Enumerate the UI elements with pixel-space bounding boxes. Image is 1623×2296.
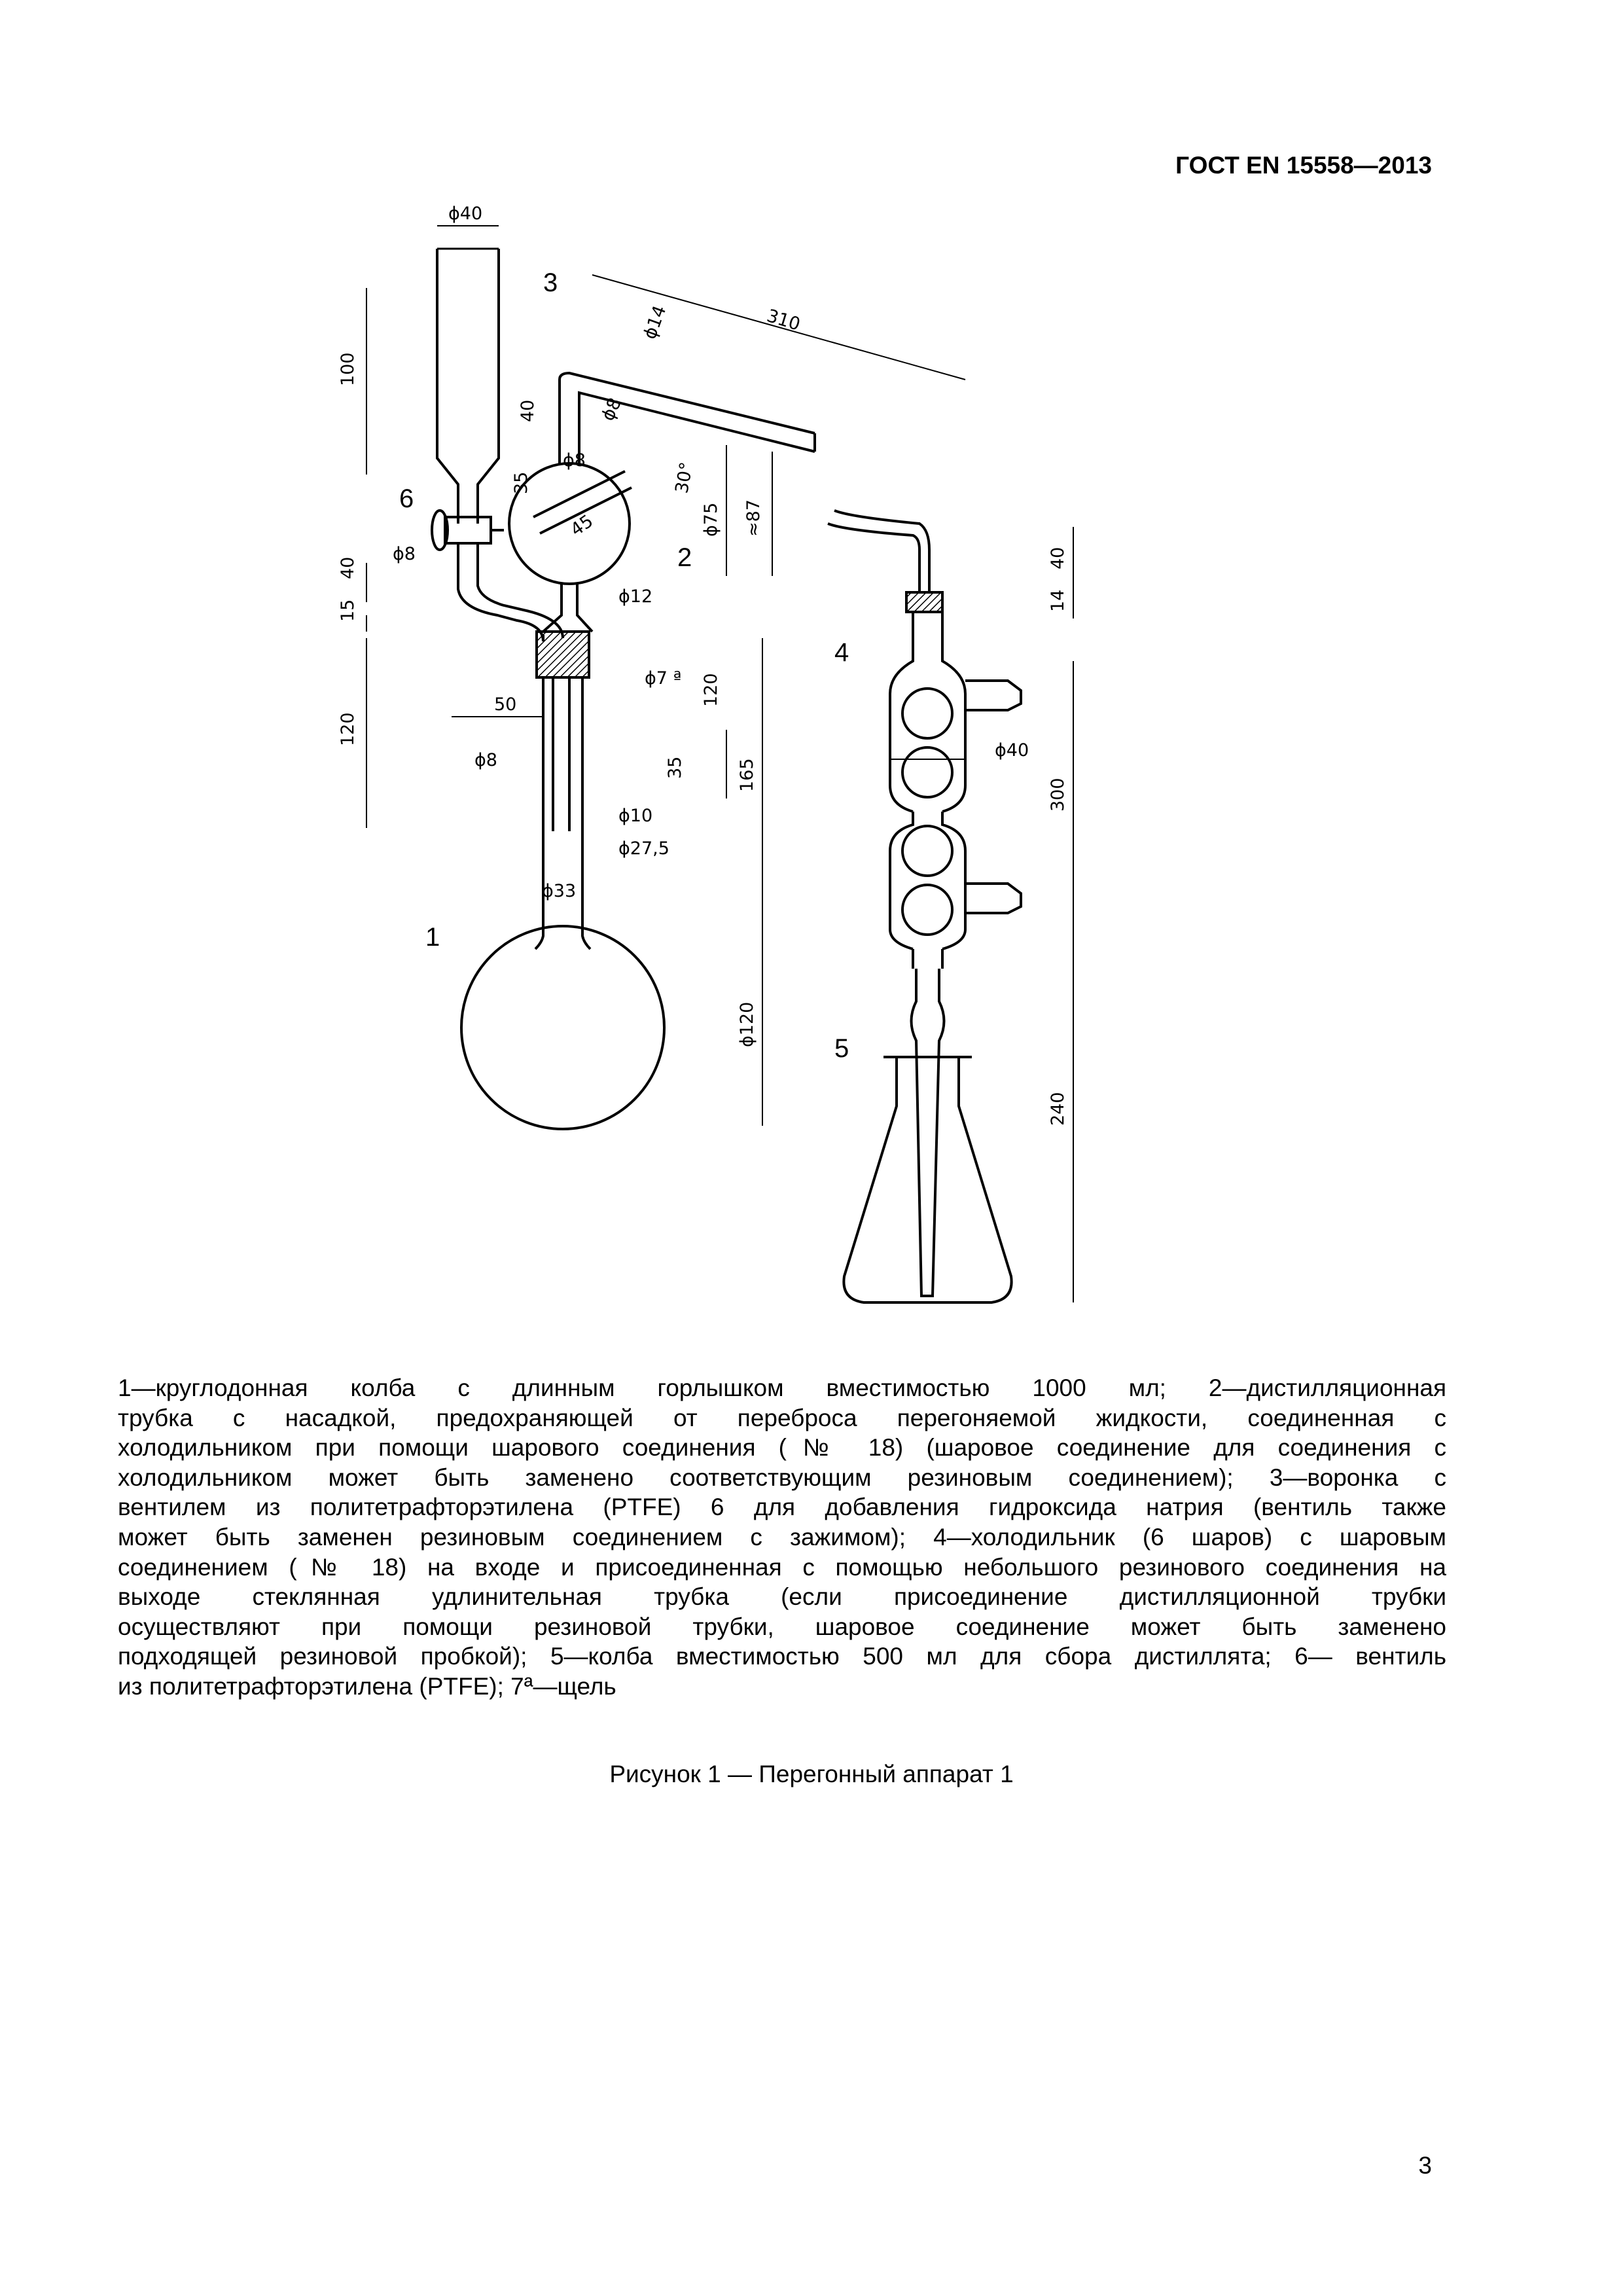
dim-h14: 14: [1048, 589, 1068, 612]
part-number-6: 6: [399, 484, 414, 513]
dim-h15: 15: [338, 599, 358, 622]
legend-line: холодильником может быть заменено соответствующим резиновым соединением); 3—воронка с: [118, 1463, 1446, 1491]
dim-h165: 165: [737, 758, 757, 792]
legend-line: осуществляют при помощи резиновой трубки, шаровое соединение может быть заменено: [118, 1613, 1446, 1640]
legend-line: вентилем из политетрафторэтилена (PTFE) 6 для добавления гидроксида натрия (вентиль также: [118, 1494, 1446, 1521]
dim-h100: 100: [338, 352, 358, 386]
dim-l310: 310: [764, 306, 803, 335]
legend-line: выходе стеклянная удлинительная трубка (если присоединение дистилляционной трубки: [118, 1583, 1446, 1611]
dim-h40-left: 40: [338, 556, 358, 579]
part-number-3: 3: [543, 268, 558, 297]
dim-h300: 300: [1048, 778, 1068, 812]
legend-line: соединением (№ 18) на входе и присоединенная с помощью небольшого резинового соединения на: [118, 1553, 1446, 1581]
dim-d75: ϕ75: [701, 502, 721, 537]
dim-h35-mid: 35: [665, 756, 685, 779]
dim-d27-5: ϕ27,5: [618, 838, 669, 859]
dim-h40-right: 40: [1048, 547, 1068, 569]
dim-a45: 45: [567, 511, 597, 541]
dim-d8-top: ϕ8: [597, 395, 626, 424]
dim-a30: 30°: [671, 460, 698, 495]
dim-d12: ϕ12: [618, 586, 653, 607]
part-number-2: 2: [677, 543, 692, 572]
figure-title: Рисунок 1 — Перегонный аппарат 1: [609, 1761, 1014, 1787]
part-number-5: 5: [834, 1034, 849, 1063]
dim-d10: ϕ10: [618, 806, 653, 826]
dim-h120-left: 120: [338, 712, 358, 746]
legend-line: подходящей резиновой пробкой); 5—колба вместимостью 500 мл для сбора дистиллята; 6— вентиль: [118, 1643, 1446, 1670]
funnel-body: [437, 249, 499, 524]
receiving-flask: [844, 1057, 1011, 1302]
dim-d8-inner: ϕ8: [474, 750, 497, 770]
dim-h240: 240: [1048, 1092, 1068, 1126]
dim-h40-top: 40: [518, 399, 538, 422]
page-number: 3: [1418, 2152, 1432, 2179]
dim-d33: ϕ33: [542, 881, 577, 901]
legend-line: холодильником при помощи шарового соединения (№ 18) (шаровое соединение для соединения с: [118, 1434, 1446, 1462]
valve: [445, 517, 491, 543]
round-bottom-flask: [461, 926, 664, 1129]
dim-d8-left: ϕ8: [393, 544, 416, 564]
document-header: ГОСТ EN 15558—2013: [1175, 152, 1432, 179]
figure-legend: [118, 1373, 1446, 1702]
dim-h35-ball: 35: [511, 471, 531, 494]
dim-d14: ϕ14: [639, 302, 671, 342]
part-number-4: 4: [834, 638, 849, 667]
part-number-1: 1: [425, 923, 440, 952]
dim-d7a: ϕ7 ª: [645, 668, 682, 689]
legend-line: может быть заменен резиновым соединением с зажимом); 4—холодильник (6 шаров) с шаровым: [118, 1523, 1446, 1551]
dim-h87: ≈87: [743, 499, 764, 537]
dim-d8-ball: ϕ8: [563, 450, 586, 471]
dim-d120: ϕ120: [737, 1001, 757, 1047]
dim-h120-mid: 120: [701, 673, 721, 707]
dim-d40-right: ϕ40: [995, 740, 1029, 761]
legend-line: трубка с насадкой, предохраняющей от переброса перегоняемой жидкости, соединенная с: [118, 1404, 1446, 1431]
legend-line: 1—круглодонная колба с длинным горлышком вместимостью 1000 мл; 2—дистилляционная: [118, 1374, 1446, 1401]
legend-line: из политетрафторэтилена (PTFE); 7ª—щель: [118, 1672, 616, 1700]
dim-d40-top: ϕ40: [448, 204, 483, 224]
dim-w50: 50: [494, 694, 517, 715]
